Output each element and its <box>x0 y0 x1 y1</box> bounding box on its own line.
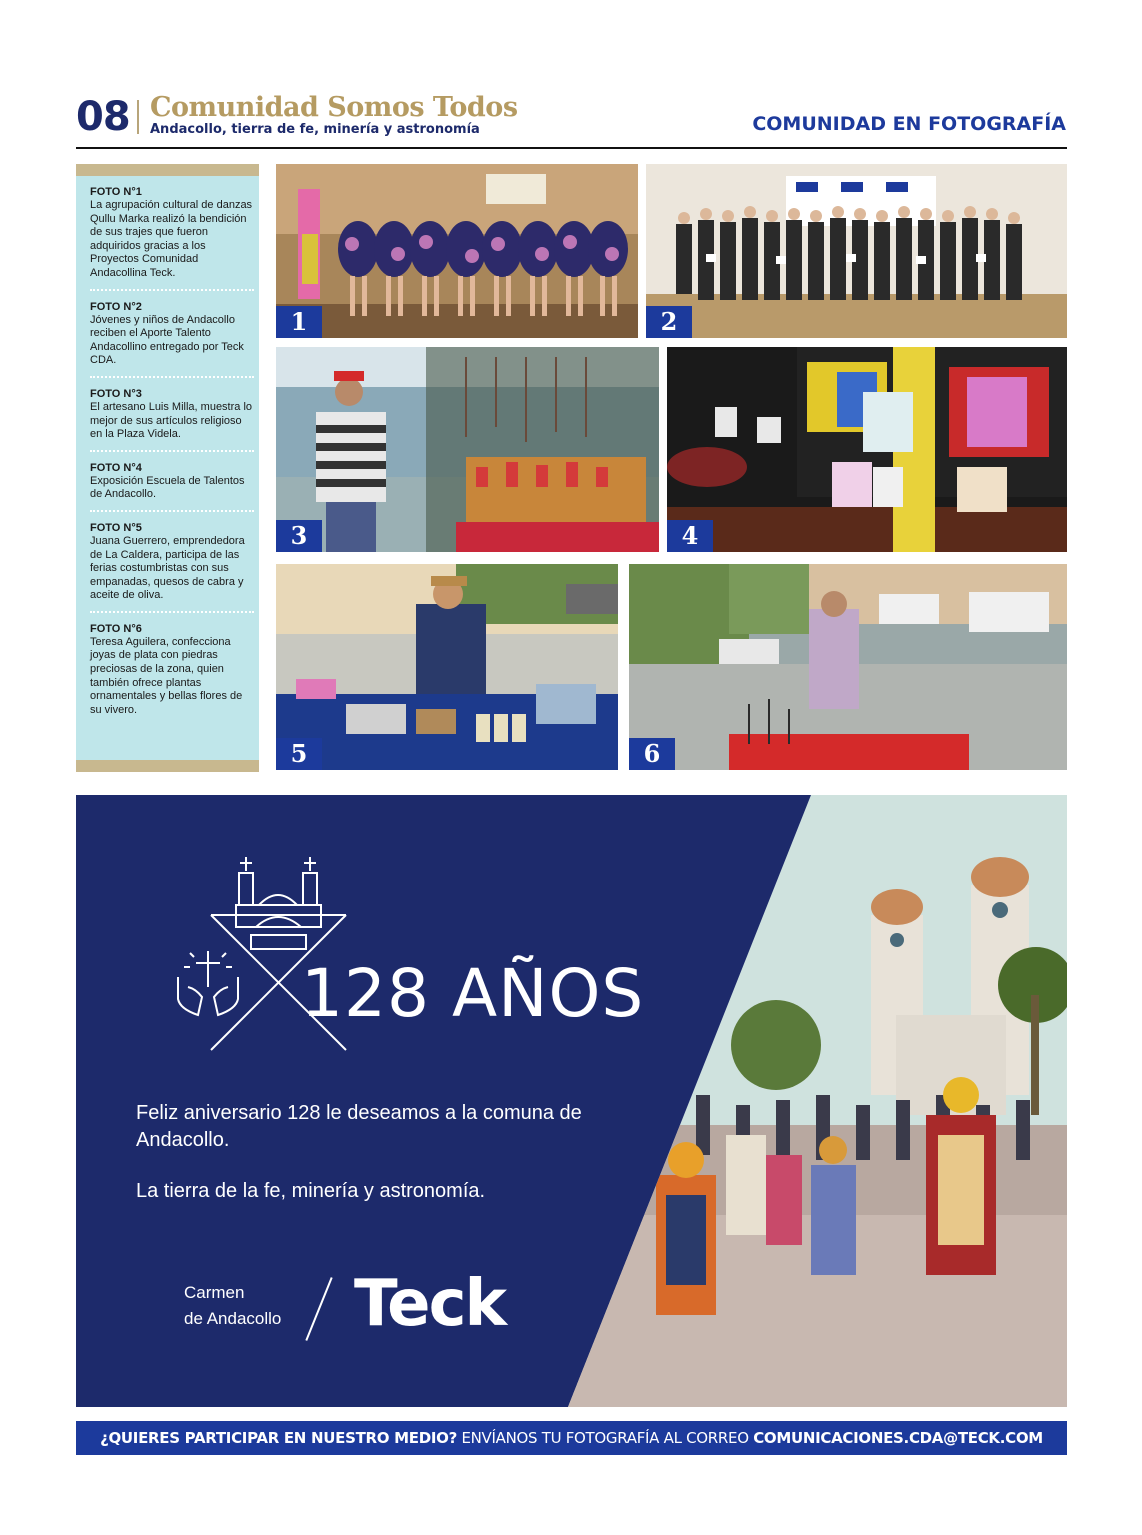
photo-number: 5 <box>276 738 322 770</box>
caption-5 <box>90 522 254 613</box>
caption-title: FOTO N°6 <box>90 622 142 635</box>
sidebar-top-band <box>76 164 259 176</box>
location-line-2: de Andacollo <box>184 1309 282 1328</box>
teck-logo: Teck <box>354 1267 506 1341</box>
photo-number: 4 <box>667 520 713 552</box>
caption-list <box>90 186 254 735</box>
anniversary-banner <box>76 795 1067 1407</box>
caption-2 <box>90 301 254 378</box>
publication-tagline: Andacollo, tierra de fe, minería y astronomía <box>150 122 480 137</box>
photo-4-exhibition <box>667 347 1067 552</box>
photo-1-dancers <box>276 164 638 338</box>
photo-5-vendor <box>276 564 618 770</box>
location-line-1: Carmen <box>184 1283 245 1302</box>
praying-hands-cross-icon <box>168 943 248 1023</box>
photo-6-jewelry <box>629 564 1067 770</box>
header-rule <box>76 147 1067 149</box>
caption-4 <box>90 462 254 512</box>
caption-6 <box>90 623 254 726</box>
caption-text: El artesano Luis Milla, muestra lo mejor de sus artículos religioso en la Plaza Videla. <box>90 400 253 441</box>
anniversary-motto: La tierra de la fe, minería y astronomía. <box>136 1180 486 1202</box>
photo-number: 3 <box>276 520 322 552</box>
caption-text: La agrupación cultural de danzas Qullu Marka realizó la bendición de sus trajes que fueron adquiridos gracias a los Proyectos Comunidad Andacollina Teck. <box>90 199 253 279</box>
footer-email[interactable]: COMUNICACIONES.CDA@TECK.COM <box>753 1429 1043 1447</box>
footer-question: ¿QUIERES PARTICIPAR EN NUESTRO MEDIO? <box>100 1429 457 1447</box>
caption-sidebar <box>76 164 259 772</box>
caption-title: FOTO N°3 <box>90 387 142 400</box>
caption-1 <box>90 186 254 291</box>
photo-2-group <box>646 164 1067 338</box>
photo-number: 6 <box>629 738 675 770</box>
caption-text: Juana Guerrero, emprendedora de La Caldera, participa de las ferias costumbristas con sus empanadas, quesos de cabra y aceite de oliva. <box>90 534 245 602</box>
caption-3 <box>90 388 254 452</box>
caption-title: FOTO N°4 <box>90 461 142 474</box>
page-number: 08 <box>76 94 130 140</box>
caption-text: Teresa Aguilera, confecciona joyas de plata con piedras preciosas de la zona, quien también ofrece plantas ornamentales y bellas flores de su vivero. <box>90 635 243 716</box>
header-divider <box>137 100 139 134</box>
photo-number: 2 <box>646 306 692 338</box>
caption-title: FOTO N°5 <box>90 521 142 534</box>
publication-title: Comunidad Somos Todos <box>150 92 518 123</box>
sidebar-bottom-band <box>76 760 259 772</box>
caption-title: FOTO N°1 <box>90 186 142 198</box>
caption-title: FOTO N°2 <box>90 300 142 313</box>
anniversary-years: 128 AÑOS <box>301 955 645 1032</box>
section-title: COMUNIDAD EN FOTOGRAFÍA <box>752 113 1066 135</box>
photo-number: 1 <box>276 306 322 338</box>
footer-bar <box>76 1421 1067 1455</box>
caption-text: Jóvenes y niños de Andacollo reciben el Aporte Talento Andacollino entregado por Teck CDA. <box>90 313 244 367</box>
anniversary-greeting: Feliz aniversario 128 le deseamos a la comuna de Andacollo. <box>136 1102 582 1151</box>
photo-3-artisan <box>276 347 659 552</box>
footer-invite: ENVÍANOS TU FOTOGRAFÍA AL CORREO <box>461 1429 749 1447</box>
caption-text: Exposición Escuela de Talentos de Andacollo. <box>90 474 245 501</box>
